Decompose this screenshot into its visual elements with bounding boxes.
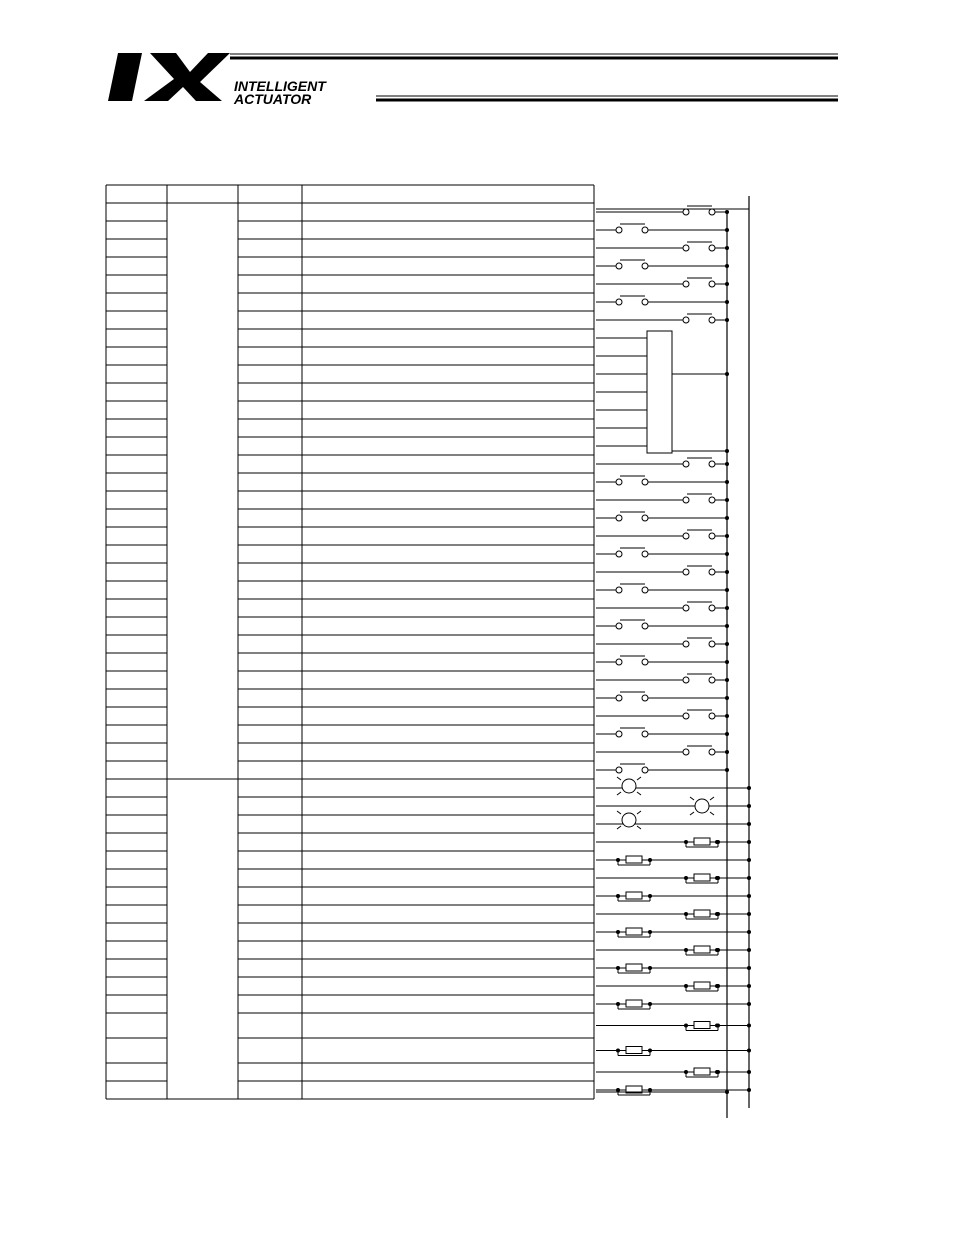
junction-dot <box>725 480 729 484</box>
contact-terminal <box>683 677 689 683</box>
junction-dot <box>725 449 729 453</box>
lamp-ray <box>690 797 694 800</box>
junction-dot <box>747 930 751 934</box>
contact-terminal <box>709 317 715 323</box>
contact-terminal <box>709 533 715 539</box>
contact-terminal <box>683 569 689 575</box>
junction-dot <box>725 750 729 754</box>
contact-terminal <box>616 695 622 701</box>
contact-terminal <box>709 281 715 287</box>
load-dot <box>616 858 620 862</box>
junction-dot <box>747 1049 751 1053</box>
load-dot <box>616 930 620 934</box>
output-load-icon <box>618 856 650 865</box>
junction-dot <box>747 1088 751 1092</box>
switch-contact-icon <box>683 746 715 755</box>
load-dot <box>684 912 688 916</box>
load-body <box>626 964 642 971</box>
junction-dot <box>725 300 729 304</box>
junction-dot <box>747 804 751 808</box>
load-body <box>626 1047 642 1054</box>
contact-terminal <box>709 749 715 755</box>
switch-contact-icon <box>683 278 715 287</box>
lamp-ray <box>617 826 621 829</box>
load-dot <box>648 930 652 934</box>
contact-terminal <box>616 479 622 485</box>
switch-contact-icon <box>616 224 648 233</box>
junction-dot <box>747 786 751 790</box>
output-load-icon <box>618 1047 650 1056</box>
lamp-ray <box>637 792 641 795</box>
output-load-icon <box>618 892 650 901</box>
junction-dot <box>725 678 729 682</box>
brand-line-1: INTELLIGENT <box>234 78 326 94</box>
brand-line-2: ACTUATOR <box>234 91 312 107</box>
switch-contact-icon <box>616 728 648 737</box>
output-load-icon <box>686 874 718 883</box>
contact-terminal <box>616 767 622 773</box>
junction-dot <box>725 606 729 610</box>
lamp-ray <box>637 811 641 814</box>
lamp-bulb <box>622 779 636 793</box>
load-dot <box>648 894 652 898</box>
contact-terminal <box>642 623 648 629</box>
lamp-bulb <box>622 813 636 827</box>
junction-dot <box>725 516 729 520</box>
page-header <box>108 53 838 107</box>
junction-dot <box>715 948 719 952</box>
junction-dot <box>715 1024 719 1028</box>
switch-contact-icon <box>683 494 715 503</box>
junction-dot <box>725 642 729 646</box>
load-body <box>694 874 710 881</box>
load-body <box>694 1022 710 1029</box>
lamp-ray <box>710 812 714 815</box>
contact-terminal <box>642 515 648 521</box>
contact-terminal <box>616 227 622 233</box>
output-load-icon <box>618 1000 650 1009</box>
contact-terminal <box>642 227 648 233</box>
contact-terminal <box>709 641 715 647</box>
switch-contact-icon <box>616 476 648 485</box>
contact-terminal <box>616 623 622 629</box>
output-load-icon <box>618 928 650 937</box>
switch-contact-icon <box>683 314 715 323</box>
load-dot <box>684 984 688 988</box>
load-dot <box>648 858 652 862</box>
wiring-diagram <box>596 196 751 1118</box>
load-body <box>626 856 642 863</box>
io-table <box>106 185 594 1099</box>
junction-dot <box>725 1090 729 1094</box>
contact-terminal <box>709 713 715 719</box>
contact-terminal <box>683 749 689 755</box>
output-load-icon <box>686 1068 718 1077</box>
load-body <box>694 1068 710 1075</box>
junction-dot <box>747 876 751 880</box>
junction-dot <box>747 966 751 970</box>
junction-dot <box>725 210 729 214</box>
contact-terminal <box>642 659 648 665</box>
lamp-ray <box>710 797 714 800</box>
contact-terminal <box>709 677 715 683</box>
junction-dot <box>725 498 729 502</box>
contact-terminal <box>709 605 715 611</box>
switch-contact-icon <box>683 458 715 467</box>
contact-terminal <box>642 695 648 701</box>
junction-dot <box>725 732 729 736</box>
load-body <box>694 838 710 845</box>
output-load-icon <box>686 946 718 955</box>
lamp-ray <box>617 811 621 814</box>
junction-dot <box>715 840 719 844</box>
load-dot <box>616 1049 620 1053</box>
contact-terminal <box>642 731 648 737</box>
contact-terminal <box>709 461 715 467</box>
load-dot <box>684 1070 688 1074</box>
contact-terminal <box>642 767 648 773</box>
contact-terminal <box>642 263 648 269</box>
lamp-icon <box>617 777 641 795</box>
junction-dot <box>725 282 729 286</box>
switch-contact-icon <box>616 584 648 593</box>
load-body <box>694 982 710 989</box>
contact-terminal <box>616 515 622 521</box>
output-load-icon <box>686 910 718 919</box>
junction-dot <box>725 552 729 556</box>
junction-dot <box>725 714 729 718</box>
ix-logo-mark <box>108 53 230 101</box>
lamp-ray <box>617 777 621 780</box>
contact-terminal <box>642 299 648 305</box>
input-terminal-block <box>647 331 672 453</box>
output-load-icon <box>618 964 650 973</box>
junction-dot <box>725 660 729 664</box>
load-body <box>694 910 710 917</box>
switch-contact-icon <box>683 710 715 719</box>
load-body <box>626 892 642 899</box>
load-body <box>626 928 642 935</box>
switch-contact-icon <box>683 566 715 575</box>
contact-terminal <box>683 281 689 287</box>
load-dot <box>648 966 652 970</box>
load-body <box>626 1000 642 1007</box>
switch-contact-icon <box>683 206 715 215</box>
switch-contact-icon <box>616 656 648 665</box>
junction-dot <box>715 912 719 916</box>
switch-contact-icon <box>616 764 648 773</box>
junction-dot <box>725 246 729 250</box>
load-dot <box>616 966 620 970</box>
switch-contact-icon <box>683 242 715 251</box>
lamp-icon <box>617 811 641 829</box>
junction-dot <box>725 534 729 538</box>
lamp-bulb <box>695 799 709 813</box>
switch-contact-icon <box>616 296 648 305</box>
junction-dot <box>725 228 729 232</box>
load-body <box>694 946 710 953</box>
contact-terminal <box>642 479 648 485</box>
junction-dot <box>715 1070 719 1074</box>
junction-dot <box>747 858 751 862</box>
switch-contact-icon <box>616 692 648 701</box>
junction-dot <box>725 570 729 574</box>
contact-terminal <box>683 533 689 539</box>
junction-dot <box>725 318 729 322</box>
output-load-icon <box>686 838 718 847</box>
junction-dot <box>725 696 729 700</box>
switch-contact-icon <box>616 512 648 521</box>
switch-contact-icon <box>683 530 715 539</box>
output-load-icon <box>686 982 718 991</box>
contact-terminal <box>683 605 689 611</box>
contact-terminal <box>683 713 689 719</box>
contact-terminal <box>709 245 715 251</box>
lamp-ray <box>637 826 641 829</box>
contact-terminal <box>709 497 715 503</box>
load-dot <box>648 1002 652 1006</box>
contact-terminal <box>683 461 689 467</box>
junction-dot <box>715 984 719 988</box>
load-dot <box>684 876 688 880</box>
switch-contact-icon <box>683 602 715 611</box>
junction-dot <box>747 1024 751 1028</box>
load-dot <box>648 1049 652 1053</box>
contact-terminal <box>683 497 689 503</box>
contact-terminal <box>616 551 622 557</box>
contact-terminal <box>683 245 689 251</box>
junction-dot <box>747 840 751 844</box>
junction-dot <box>747 894 751 898</box>
lamp-ray <box>617 792 621 795</box>
load-dot <box>648 1088 652 1092</box>
junction-dot <box>747 1070 751 1074</box>
lamp-ray <box>637 777 641 780</box>
junction-dot <box>725 372 729 376</box>
contact-terminal <box>616 731 622 737</box>
switch-contact-icon <box>616 620 648 629</box>
switch-contact-icon <box>683 638 715 647</box>
junction-dot <box>725 768 729 772</box>
junction-dot <box>747 822 751 826</box>
contact-terminal <box>683 317 689 323</box>
junction-dot <box>747 912 751 916</box>
contact-terminal <box>616 587 622 593</box>
junction-dot <box>747 1002 751 1006</box>
switch-contact-icon <box>616 260 648 269</box>
load-dot <box>616 1088 620 1092</box>
load-dot <box>684 1024 688 1028</box>
output-load-icon <box>618 1086 650 1095</box>
junction-dot <box>725 588 729 592</box>
junction-dot <box>715 876 719 880</box>
junction-dot <box>747 948 751 952</box>
contact-terminal <box>709 569 715 575</box>
junction-dot <box>747 984 751 988</box>
load-dot <box>616 1002 620 1006</box>
contact-terminal <box>683 209 689 215</box>
contact-terminal <box>642 551 648 557</box>
junction-dot <box>725 264 729 268</box>
contact-terminal <box>616 659 622 665</box>
load-dot <box>684 948 688 952</box>
load-dot <box>684 840 688 844</box>
contact-terminal <box>683 641 689 647</box>
contact-terminal <box>642 587 648 593</box>
switch-contact-icon <box>616 548 648 557</box>
output-load-icon <box>686 1022 718 1031</box>
load-dot <box>616 894 620 898</box>
switch-contact-icon <box>683 674 715 683</box>
lamp-ray <box>690 812 694 815</box>
contact-terminal <box>709 209 715 215</box>
junction-dot <box>725 462 729 466</box>
contact-terminal <box>616 299 622 305</box>
junction-dot <box>725 624 729 628</box>
contact-terminal <box>616 263 622 269</box>
